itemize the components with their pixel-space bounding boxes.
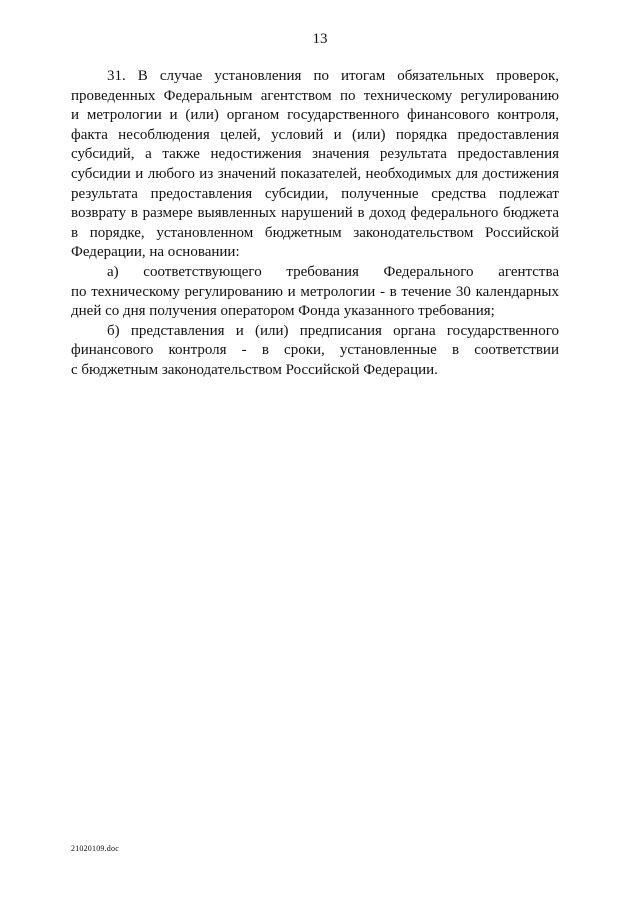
footer-file-name: 21020109.doc [71, 844, 119, 853]
text-line: Федерации, на основании: [71, 244, 240, 261]
paragraph-31 [71, 67, 559, 263]
text-line: возврату в размере выявленных нарушений в доход федерального бюджета [71, 205, 559, 222]
text-line: результата предоставления субсидии, полученные средства подлежат [71, 185, 559, 202]
text-line: факта несоблюдения целей, условий и (или) порядка предоставления [71, 126, 559, 143]
paragraph-item-b [71, 322, 559, 381]
document-body [71, 67, 559, 381]
text-line: в порядке, установленном бюджетным законодательством Российской [71, 224, 559, 241]
paragraph-item-a [71, 263, 559, 322]
text-line: проведенных Федеральным агентством по техническому регулированию [71, 87, 559, 104]
text-line: и метрологии и (или) органом государственного финансового контроля, [71, 107, 559, 124]
text-line: субсидий, а также недостижения значения результата предоставления [71, 146, 559, 163]
text-line: финансового контроля - в сроки, установленные в соответствии [71, 342, 559, 359]
text-line: с бюджетным законодательством Российской Федерации. [71, 361, 438, 378]
text-line: 31. В случае установления по итогам обязательных проверок, [107, 68, 559, 84]
page-number: 13 [312, 31, 328, 47]
text-line: дней со дня получения оператором Фонда указанного требования; [71, 303, 495, 320]
text-line: по техническому регулированию и метрологии - в течение 30 календарных [71, 283, 559, 300]
text-line: б) представления и (или) предписания органа государственного [107, 322, 559, 339]
text-line: а) соответствующего требования Федерального агентства [107, 263, 559, 280]
text-line: субсидии и любого из значений показателей, необходимых для достижения [71, 165, 559, 182]
